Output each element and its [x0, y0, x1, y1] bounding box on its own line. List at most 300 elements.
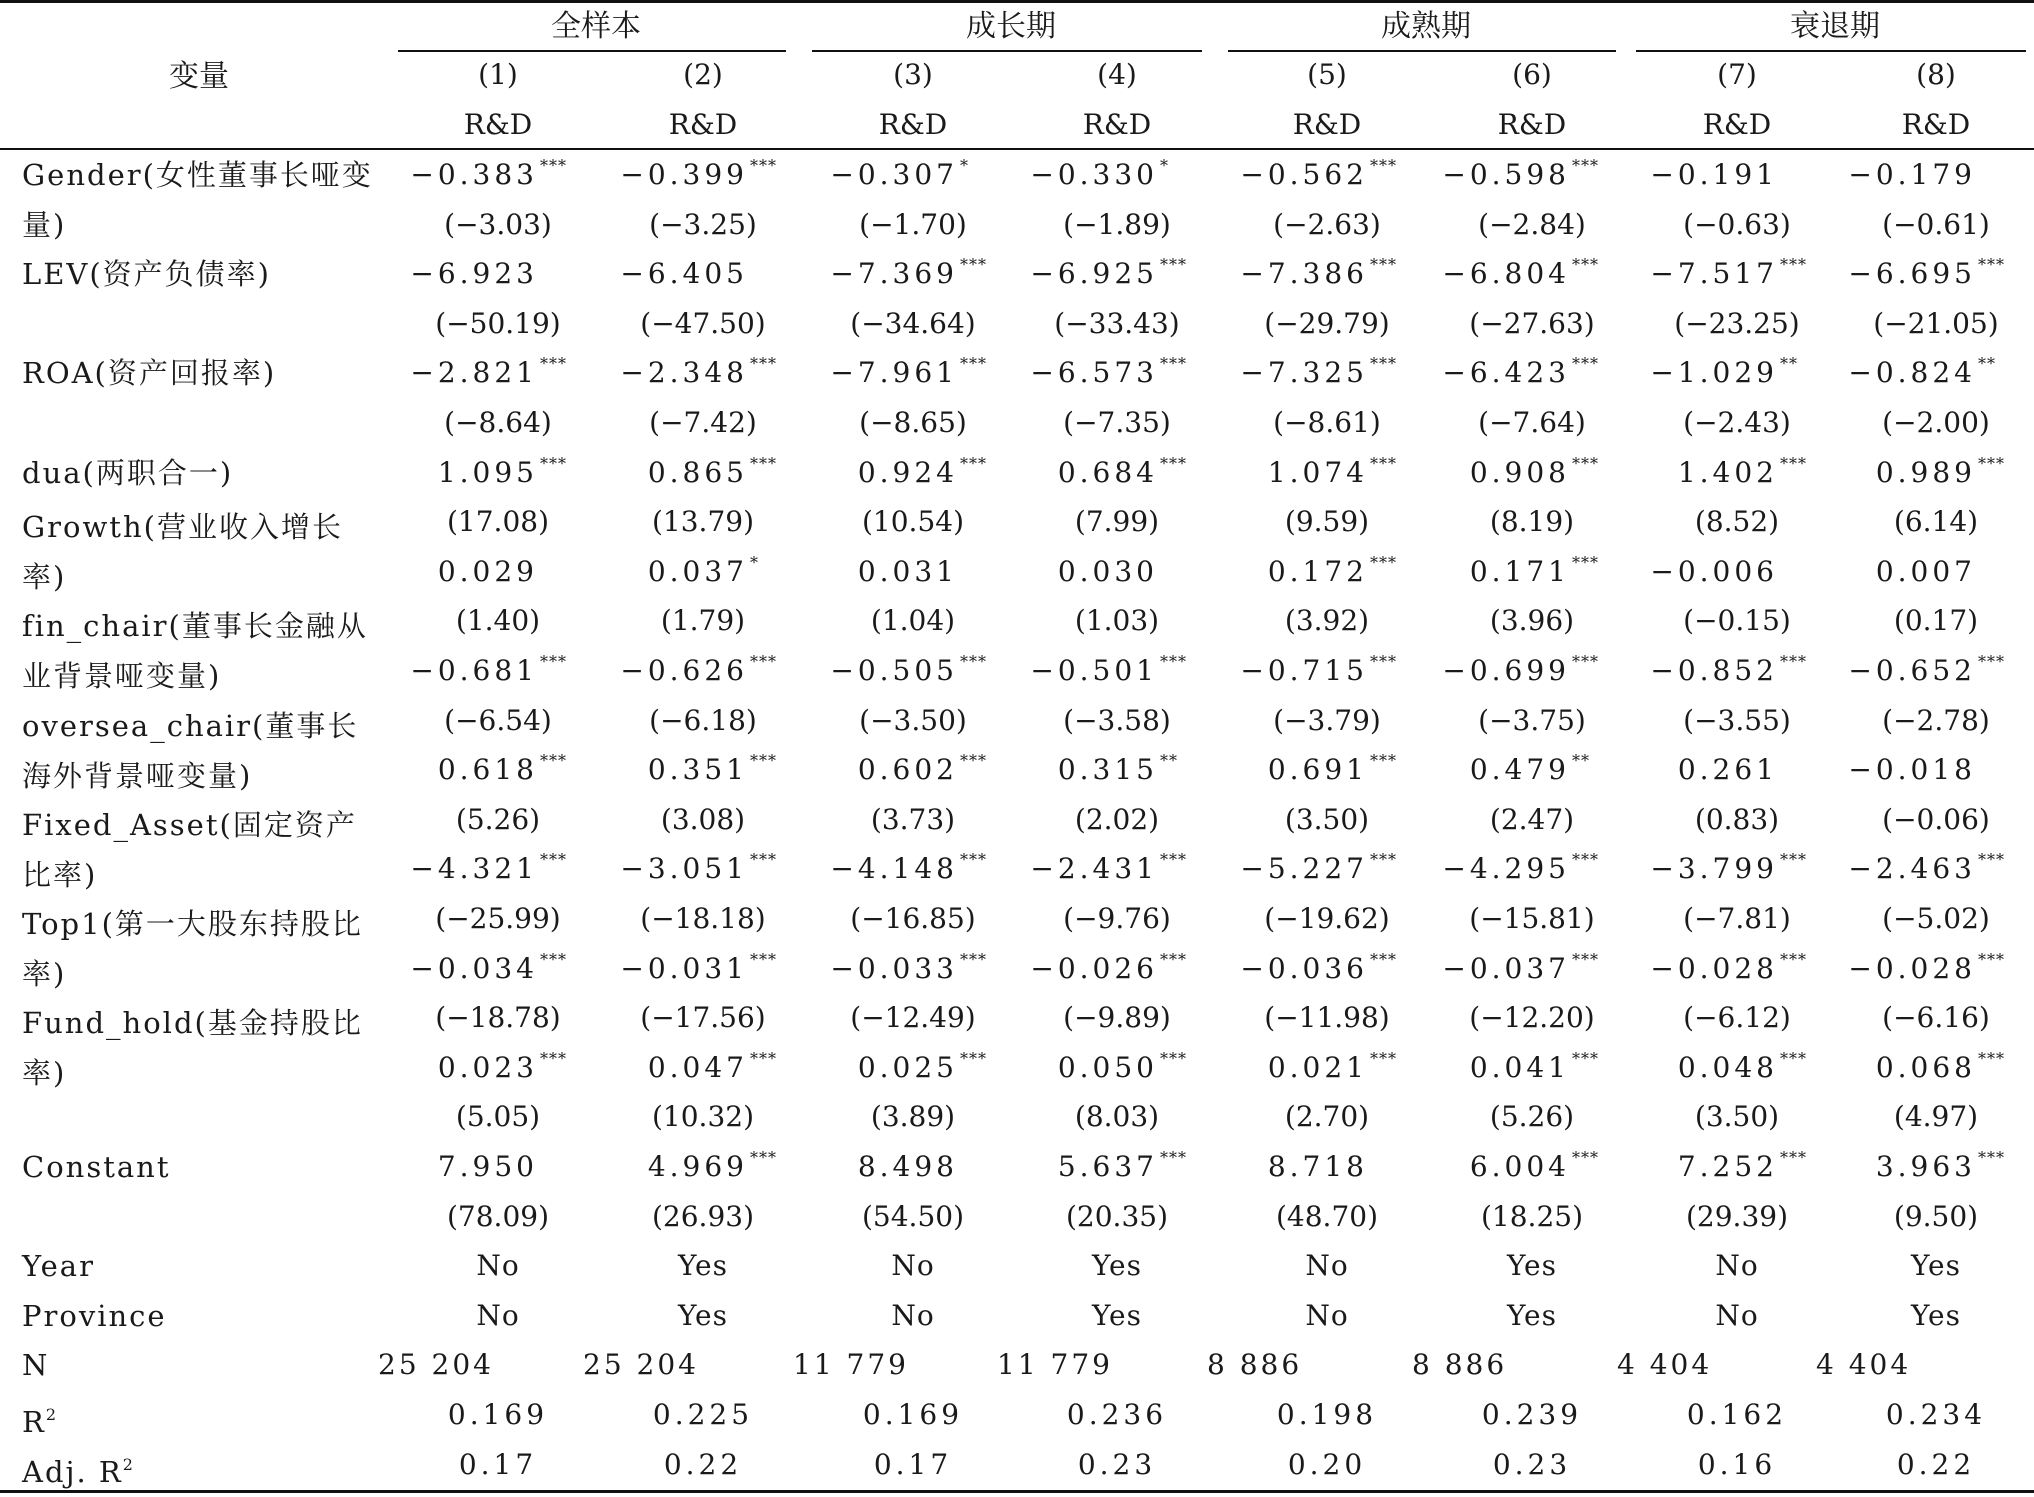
significance-stars: ***: [960, 354, 987, 374]
year-value: Yes: [678, 1249, 728, 1283]
t-statistic: (−3.58): [1063, 703, 1171, 737]
significance-stars: ***: [750, 453, 777, 473]
coefficient: −2.348: [620, 356, 748, 390]
t-statistic: (0.83): [1694, 802, 1780, 836]
significance-stars: ***: [1160, 850, 1187, 870]
coefficient: 3.963: [1875, 1150, 1976, 1183]
significance-stars: **: [1160, 751, 1178, 771]
coefficient: −4.295: [1442, 852, 1570, 886]
adjr2-value: 0.22: [663, 1447, 743, 1481]
significance-stars: ***: [960, 1048, 987, 1068]
r2-value: 0.225: [652, 1398, 754, 1431]
significance-stars: ***: [1572, 453, 1599, 473]
t-statistic: (−47.50): [640, 306, 766, 340]
coefficient: 0.479: [1469, 753, 1570, 787]
r2-value: 0.162: [1686, 1398, 1788, 1431]
significance-stars: *: [750, 552, 759, 572]
adjr2-value: 0.16: [1697, 1447, 1777, 1481]
coefficient: −7.325: [1240, 356, 1368, 390]
coefficient: −0.191: [1650, 158, 1778, 191]
coefficient: −0.715: [1240, 654, 1368, 687]
coefficient: 0.261: [1677, 753, 1778, 787]
coefficient: −6.405: [620, 257, 748, 291]
dependent-variable: R&D: [1497, 108, 1567, 141]
t-statistic: (9.59): [1284, 505, 1370, 539]
observation-count: 11 779: [793, 1348, 909, 1382]
t-statistic: (8.52): [1694, 505, 1780, 539]
dependent-variable: R&D: [1292, 108, 1362, 141]
coefficient: −0.652: [1848, 654, 1976, 687]
column-number: (4): [1097, 58, 1137, 91]
t-statistic: (6.14): [1893, 505, 1979, 539]
coefficient: −0.037: [1442, 951, 1570, 985]
t-statistic: (2.70): [1284, 1100, 1370, 1134]
coefficient: 0.908: [1469, 455, 1570, 489]
coefficient: 0.602: [857, 753, 958, 787]
coefficient: −7.369: [830, 257, 958, 291]
significance-stars: ***: [1160, 1148, 1187, 1167]
t-statistic: (−34.64): [850, 306, 976, 340]
t-statistic: (−18.18): [640, 902, 766, 935]
significance-stars: ***: [750, 156, 777, 175]
significance-stars: ***: [1160, 255, 1187, 275]
t-statistic: (−2.78): [1882, 703, 1990, 737]
coefficient: 0.029: [437, 554, 538, 588]
significance-stars: ***: [960, 850, 987, 870]
t-statistic: (1.03): [1074, 604, 1160, 638]
column-number: (3): [893, 58, 933, 91]
coefficient: 0.025: [857, 1050, 958, 1084]
significance-stars: ***: [960, 652, 987, 671]
row-label: Top1(第一大股东持股比率): [22, 906, 363, 991]
coefficient: 8.718: [1267, 1150, 1368, 1183]
significance-stars: ***: [540, 354, 567, 374]
significance-stars: ***: [960, 453, 987, 473]
superscript: 2: [122, 1454, 135, 1474]
observation-count: 4 404: [1617, 1348, 1713, 1382]
t-statistic: (26.93): [651, 1199, 754, 1233]
coefficient: 0.021: [1267, 1050, 1368, 1084]
coefficient: −0.681: [410, 654, 538, 687]
year-value: No: [1715, 1249, 1759, 1283]
significance-stars: ***: [1370, 949, 1397, 969]
t-statistic: (3.73): [870, 802, 956, 836]
province-label-text: Province: [22, 1298, 167, 1333]
coefficient: −6.804: [1442, 257, 1570, 291]
t-statistic: (2.02): [1074, 802, 1160, 836]
t-statistic: (−3.55): [1683, 703, 1791, 737]
coefficient: 0.041: [1469, 1050, 1570, 1084]
significance-stars: ***: [1978, 453, 2005, 473]
observation-count: 4 404: [1816, 1348, 1912, 1382]
significance-stars: ***: [540, 1048, 567, 1068]
coefficient: 0.031: [857, 554, 958, 588]
significance-stars: ***: [1160, 652, 1187, 671]
adjr2-label-text: Adj. R: [22, 1454, 123, 1489]
r2-value: 0.169: [447, 1398, 549, 1431]
coefficient: −3.799: [1650, 852, 1778, 886]
coefficient: −6.925: [1030, 257, 1158, 291]
t-statistic: (−29.79): [1264, 306, 1390, 340]
coefficient: 7.950: [437, 1150, 538, 1183]
t-statistic: (−6.12): [1683, 1001, 1791, 1035]
significance-stars: ***: [750, 850, 777, 870]
coefficient: −0.598: [1442, 158, 1570, 191]
t-statistic: (−5.02): [1882, 902, 1990, 935]
t-statistic: (7.99): [1074, 505, 1160, 539]
coefficient: −0.026: [1030, 951, 1158, 985]
t-statistic: (1.40): [455, 604, 541, 638]
coefficient: 0.172: [1267, 554, 1368, 588]
t-statistic: (78.09): [446, 1199, 549, 1233]
significance-stars: ***: [1978, 1148, 2005, 1167]
coefficient: −0.699: [1442, 654, 1570, 687]
significance-stars: ***: [540, 453, 567, 473]
t-statistic: (−19.62): [1264, 902, 1390, 935]
coefficient: −6.423: [1442, 356, 1570, 390]
observation-count: 8 886: [1207, 1348, 1303, 1382]
coefficient: −4.321: [410, 852, 538, 886]
significance-stars: ***: [960, 949, 987, 969]
t-statistic: (−3.50): [859, 703, 967, 737]
significance-stars: ***: [1572, 850, 1599, 870]
coefficient: −0.018: [1848, 753, 1976, 787]
row-label: dua(两职合一): [22, 455, 234, 490]
t-statistic: (0.17): [1893, 604, 1979, 638]
t-statistic: (−17.56): [640, 1001, 766, 1035]
coefficient: −0.852: [1650, 654, 1778, 687]
t-statistic: (54.50): [861, 1199, 964, 1233]
coefficient: 0.037: [647, 554, 748, 588]
t-statistic: (−33.43): [1054, 306, 1180, 340]
significance-stars: ***: [1780, 453, 1807, 473]
t-statistic: (−9.76): [1063, 902, 1171, 935]
t-statistic: (3.50): [1284, 802, 1370, 836]
coefficient: 0.068: [1875, 1050, 1976, 1084]
t-statistic: (17.08): [446, 505, 549, 539]
significance-stars: ***: [1370, 850, 1397, 870]
dependent-variable: R&D: [668, 108, 738, 141]
significance-stars: ***: [1572, 255, 1599, 275]
t-statistic: (−0.61): [1882, 207, 1990, 241]
coefficient: −6.923: [410, 257, 538, 291]
significance-stars: ***: [1978, 1048, 2005, 1068]
coefficient: 0.865: [647, 455, 748, 489]
t-statistic: (20.35): [1065, 1199, 1168, 1233]
coefficient: −0.307: [830, 158, 958, 191]
adjr2-value: 0.20: [1287, 1447, 1367, 1481]
column-number: (6): [1512, 58, 1552, 91]
variable-header: 变量: [169, 59, 229, 94]
significance-stars: ***: [1572, 1148, 1599, 1167]
t-statistic: (48.70): [1275, 1199, 1378, 1233]
significance-stars: ***: [540, 652, 567, 671]
significance-stars: ***: [1572, 652, 1599, 671]
coefficient: −0.179: [1848, 158, 1976, 191]
significance-stars: ***: [1780, 850, 1807, 870]
superscript: 2: [45, 1405, 59, 1424]
t-statistic: (−25.99): [435, 902, 561, 935]
significance-stars: ***: [750, 751, 777, 771]
t-statistic: (−1.89): [1063, 207, 1171, 241]
dependent-variable: R&D: [463, 108, 533, 141]
coefficient: −0.036: [1240, 951, 1368, 985]
coefficient: −6.695: [1848, 257, 1976, 291]
t-statistic: (5.26): [1489, 1100, 1575, 1134]
column-number: (1): [478, 58, 518, 91]
column-number: (2): [683, 58, 723, 91]
coefficient: 8.498: [857, 1150, 958, 1183]
t-statistic: (−8.64): [444, 406, 552, 439]
t-statistic: (−6.54): [444, 703, 552, 737]
significance-stars: ***: [1978, 255, 2005, 275]
t-statistic: (−7.81): [1683, 902, 1791, 935]
significance-stars: ***: [960, 255, 987, 275]
significance-stars: ***: [1572, 354, 1599, 374]
significance-stars: ***: [1780, 255, 1807, 275]
year-value: Yes: [1507, 1249, 1557, 1283]
t-statistic: (−27.63): [1469, 306, 1595, 340]
n-label-text: N: [22, 1348, 50, 1383]
significance-stars: ***: [1370, 751, 1397, 771]
significance-stars: ***: [1160, 354, 1187, 374]
province-value: No: [1715, 1298, 1759, 1332]
t-statistic: (9.50): [1893, 1199, 1979, 1233]
significance-stars: ***: [1780, 1148, 1807, 1167]
t-statistic: (−18.78): [435, 1001, 561, 1035]
province-value: Yes: [678, 1298, 728, 1332]
t-statistic: (10.32): [651, 1100, 754, 1134]
t-statistic: (3.96): [1489, 604, 1575, 638]
coefficient: 1.402: [1677, 455, 1778, 489]
coefficient: −0.330: [1030, 158, 1158, 191]
significance-stars: *: [1160, 156, 1169, 175]
t-statistic: (1.79): [660, 604, 746, 638]
t-statistic: (2.47): [1489, 802, 1575, 836]
adjr2-value: 0.22: [1896, 1447, 1976, 1481]
year-value: Yes: [1911, 1249, 1961, 1283]
coefficient: −0.383: [410, 158, 538, 191]
r2-label: [22, 1390, 378, 1447]
dependent-variable: R&D: [1901, 108, 1971, 141]
coefficient: −0.501: [1030, 654, 1158, 687]
t-statistic: (−50.19): [435, 306, 561, 340]
r2-value: 0.169: [862, 1398, 964, 1431]
significance-stars: ***: [1160, 1048, 1187, 1068]
year-value: No: [1305, 1249, 1349, 1283]
r2-value: 0.234: [1885, 1398, 1987, 1431]
t-statistic: (−3.75): [1478, 703, 1586, 737]
t-statistic: (8.19): [1489, 505, 1575, 539]
significance-stars: ***: [750, 1048, 777, 1068]
adjr2-value: 0.17: [873, 1447, 953, 1481]
significance-stars: ***: [1978, 850, 2005, 870]
significance-stars: ***: [1978, 949, 2005, 969]
row-label: fin_chair(董事长金融从业背景哑变量): [22, 609, 368, 694]
significance-stars: **: [1978, 354, 1996, 374]
t-statistic: (−0.63): [1683, 207, 1791, 241]
dependent-variable: R&D: [878, 108, 948, 141]
coefficient: 4.969: [647, 1150, 748, 1183]
observation-count: 8 886: [1412, 1348, 1508, 1382]
t-statistic: (8.03): [1074, 1100, 1160, 1134]
t-statistic: (−3.03): [444, 207, 552, 241]
significance-stars: ***: [1572, 1048, 1599, 1068]
t-statistic: (−15.81): [1469, 902, 1595, 935]
significance-stars: ***: [1370, 453, 1397, 473]
significance-stars: ***: [1978, 652, 2005, 671]
significance-stars: ***: [540, 850, 567, 870]
province-value: No: [891, 1298, 935, 1332]
coefficient: 0.171: [1469, 554, 1570, 588]
t-statistic: (−7.35): [1063, 406, 1171, 439]
year-label: [22, 1241, 378, 1291]
coefficient: −0.028: [1848, 951, 1976, 985]
dependent-variable: R&D: [1082, 108, 1152, 141]
coefficient: −0.824: [1848, 356, 1976, 390]
year-value: No: [891, 1249, 935, 1283]
row-label: ROA(资产回报率): [22, 356, 277, 391]
significance-stars: ***: [1370, 255, 1397, 275]
significance-stars: ***: [1780, 1048, 1807, 1068]
row-label: oversea_chair(董事长海外背景哑变量): [22, 708, 359, 793]
row-label: Fixed_Asset(固定资产比率): [22, 807, 357, 892]
n-label: [22, 1340, 378, 1390]
r2-value: 0.236: [1066, 1398, 1168, 1431]
t-statistic: (−3.25): [649, 207, 757, 241]
row-label: Fund_hold(基金持股比率): [22, 1006, 363, 1091]
adjr2-label: [22, 1440, 378, 1497]
coefficient: 1.095: [437, 455, 538, 489]
coefficient: −7.386: [1240, 257, 1368, 291]
significance-stars: ***: [1572, 552, 1599, 572]
coefficient: −1.029: [1650, 356, 1778, 390]
t-statistic: (13.79): [651, 505, 754, 539]
significance-stars: ***: [1370, 652, 1397, 671]
t-statistic: (−23.25): [1674, 306, 1800, 340]
year-value: Yes: [1092, 1249, 1142, 1283]
significance-stars: ***: [750, 652, 777, 671]
t-statistic: (10.54): [861, 505, 964, 539]
t-statistic: (−7.64): [1478, 406, 1586, 439]
adjr2-value: 0.23: [1492, 1447, 1572, 1481]
coefficient: 0.618: [437, 753, 538, 787]
t-statistic: (−1.70): [859, 207, 967, 241]
coefficient: −0.006: [1650, 554, 1778, 588]
significance-stars: **: [1572, 751, 1590, 771]
group-header: 衰退期: [1790, 9, 1880, 44]
significance-stars: **: [1780, 354, 1798, 374]
significance-stars: ***: [1370, 552, 1397, 572]
row-label: LEV(资产负债率): [22, 257, 271, 292]
coefficient: 0.315: [1057, 753, 1158, 787]
coefficient: −0.626: [620, 654, 748, 687]
significance-stars: ***: [540, 751, 567, 771]
observation-count: 25 204: [378, 1348, 494, 1382]
coefficient: −0.028: [1650, 951, 1778, 985]
t-statistic: (−2.63): [1273, 207, 1381, 241]
coefficient: −6.573: [1030, 356, 1158, 390]
coefficient: 0.924: [857, 455, 958, 489]
t-statistic: (−2.43): [1683, 406, 1791, 439]
significance-stars: ***: [1572, 156, 1599, 175]
coefficient: 0.023: [437, 1050, 538, 1084]
coefficient: 0.684: [1057, 455, 1158, 489]
observation-count: 25 204: [583, 1348, 699, 1382]
dependent-variable: R&D: [1702, 108, 1772, 141]
significance-stars: ***: [1572, 949, 1599, 969]
significance-stars: ***: [540, 156, 567, 175]
group-header: 成长期: [966, 9, 1056, 44]
coefficient: 0.989: [1875, 455, 1976, 489]
column-number: (7): [1717, 58, 1757, 91]
t-statistic: (−0.15): [1683, 604, 1791, 638]
coefficient: −7.961: [830, 356, 958, 390]
t-statistic: (−16.85): [850, 902, 976, 935]
group-header: 全样本: [551, 9, 641, 44]
coefficient: 0.351: [647, 753, 748, 787]
adjr2-value: 0.23: [1077, 1447, 1157, 1481]
coefficient: −0.033: [830, 951, 958, 985]
province-value: Yes: [1911, 1298, 1961, 1332]
significance-stars: ***: [750, 1148, 777, 1167]
coefficient: 0.050: [1057, 1050, 1158, 1084]
coefficient: −0.562: [1240, 158, 1368, 191]
adjr2-value: 0.17: [458, 1447, 538, 1481]
t-statistic: (−21.05): [1873, 306, 1999, 340]
t-statistic: (5.05): [455, 1100, 541, 1134]
significance-stars: *: [960, 156, 969, 175]
t-statistic: (−7.42): [649, 406, 757, 439]
t-statistic: (−9.89): [1063, 1001, 1171, 1035]
coefficient: −0.031: [620, 951, 748, 985]
t-statistic: (−0.06): [1882, 802, 1990, 836]
t-statistic: (3.08): [660, 802, 746, 836]
row-label: Constant: [22, 1150, 171, 1184]
significance-stars: ***: [1370, 1048, 1397, 1068]
coefficient: −5.227: [1240, 852, 1368, 886]
t-statistic: (3.50): [1694, 1100, 1780, 1134]
group-header: 成熟期: [1381, 9, 1471, 44]
t-statistic: (−8.61): [1273, 406, 1381, 439]
r2-value: 0.239: [1481, 1398, 1583, 1431]
significance-stars: ***: [960, 751, 987, 771]
t-statistic: (−3.79): [1273, 703, 1381, 737]
province-value: No: [476, 1298, 520, 1332]
t-statistic: (−12.49): [850, 1001, 976, 1035]
coefficient: −7.517: [1650, 257, 1778, 291]
coefficient: 0.007: [1875, 554, 1976, 588]
significance-stars: ***: [1370, 354, 1397, 374]
t-statistic: (−6.18): [649, 703, 757, 737]
coefficient: −0.505: [830, 654, 958, 687]
r2-label-text: R: [22, 1405, 46, 1439]
coefficient: 0.047: [647, 1050, 748, 1084]
coefficient: −0.034: [410, 951, 538, 985]
coefficient: 0.691: [1267, 753, 1368, 787]
province-value: No: [1305, 1298, 1349, 1332]
t-statistic: (3.92): [1284, 604, 1370, 638]
column-number: (5): [1307, 58, 1347, 91]
province-label: [22, 1291, 378, 1341]
coefficient: −2.463: [1848, 852, 1976, 886]
coefficient: 1.074: [1267, 455, 1368, 489]
significance-stars: ***: [1370, 156, 1397, 175]
t-statistic: (29.39): [1685, 1199, 1788, 1233]
column-number: (8): [1916, 58, 1956, 91]
significance-stars: ***: [1160, 949, 1187, 969]
coefficient: 6.004: [1469, 1150, 1570, 1183]
